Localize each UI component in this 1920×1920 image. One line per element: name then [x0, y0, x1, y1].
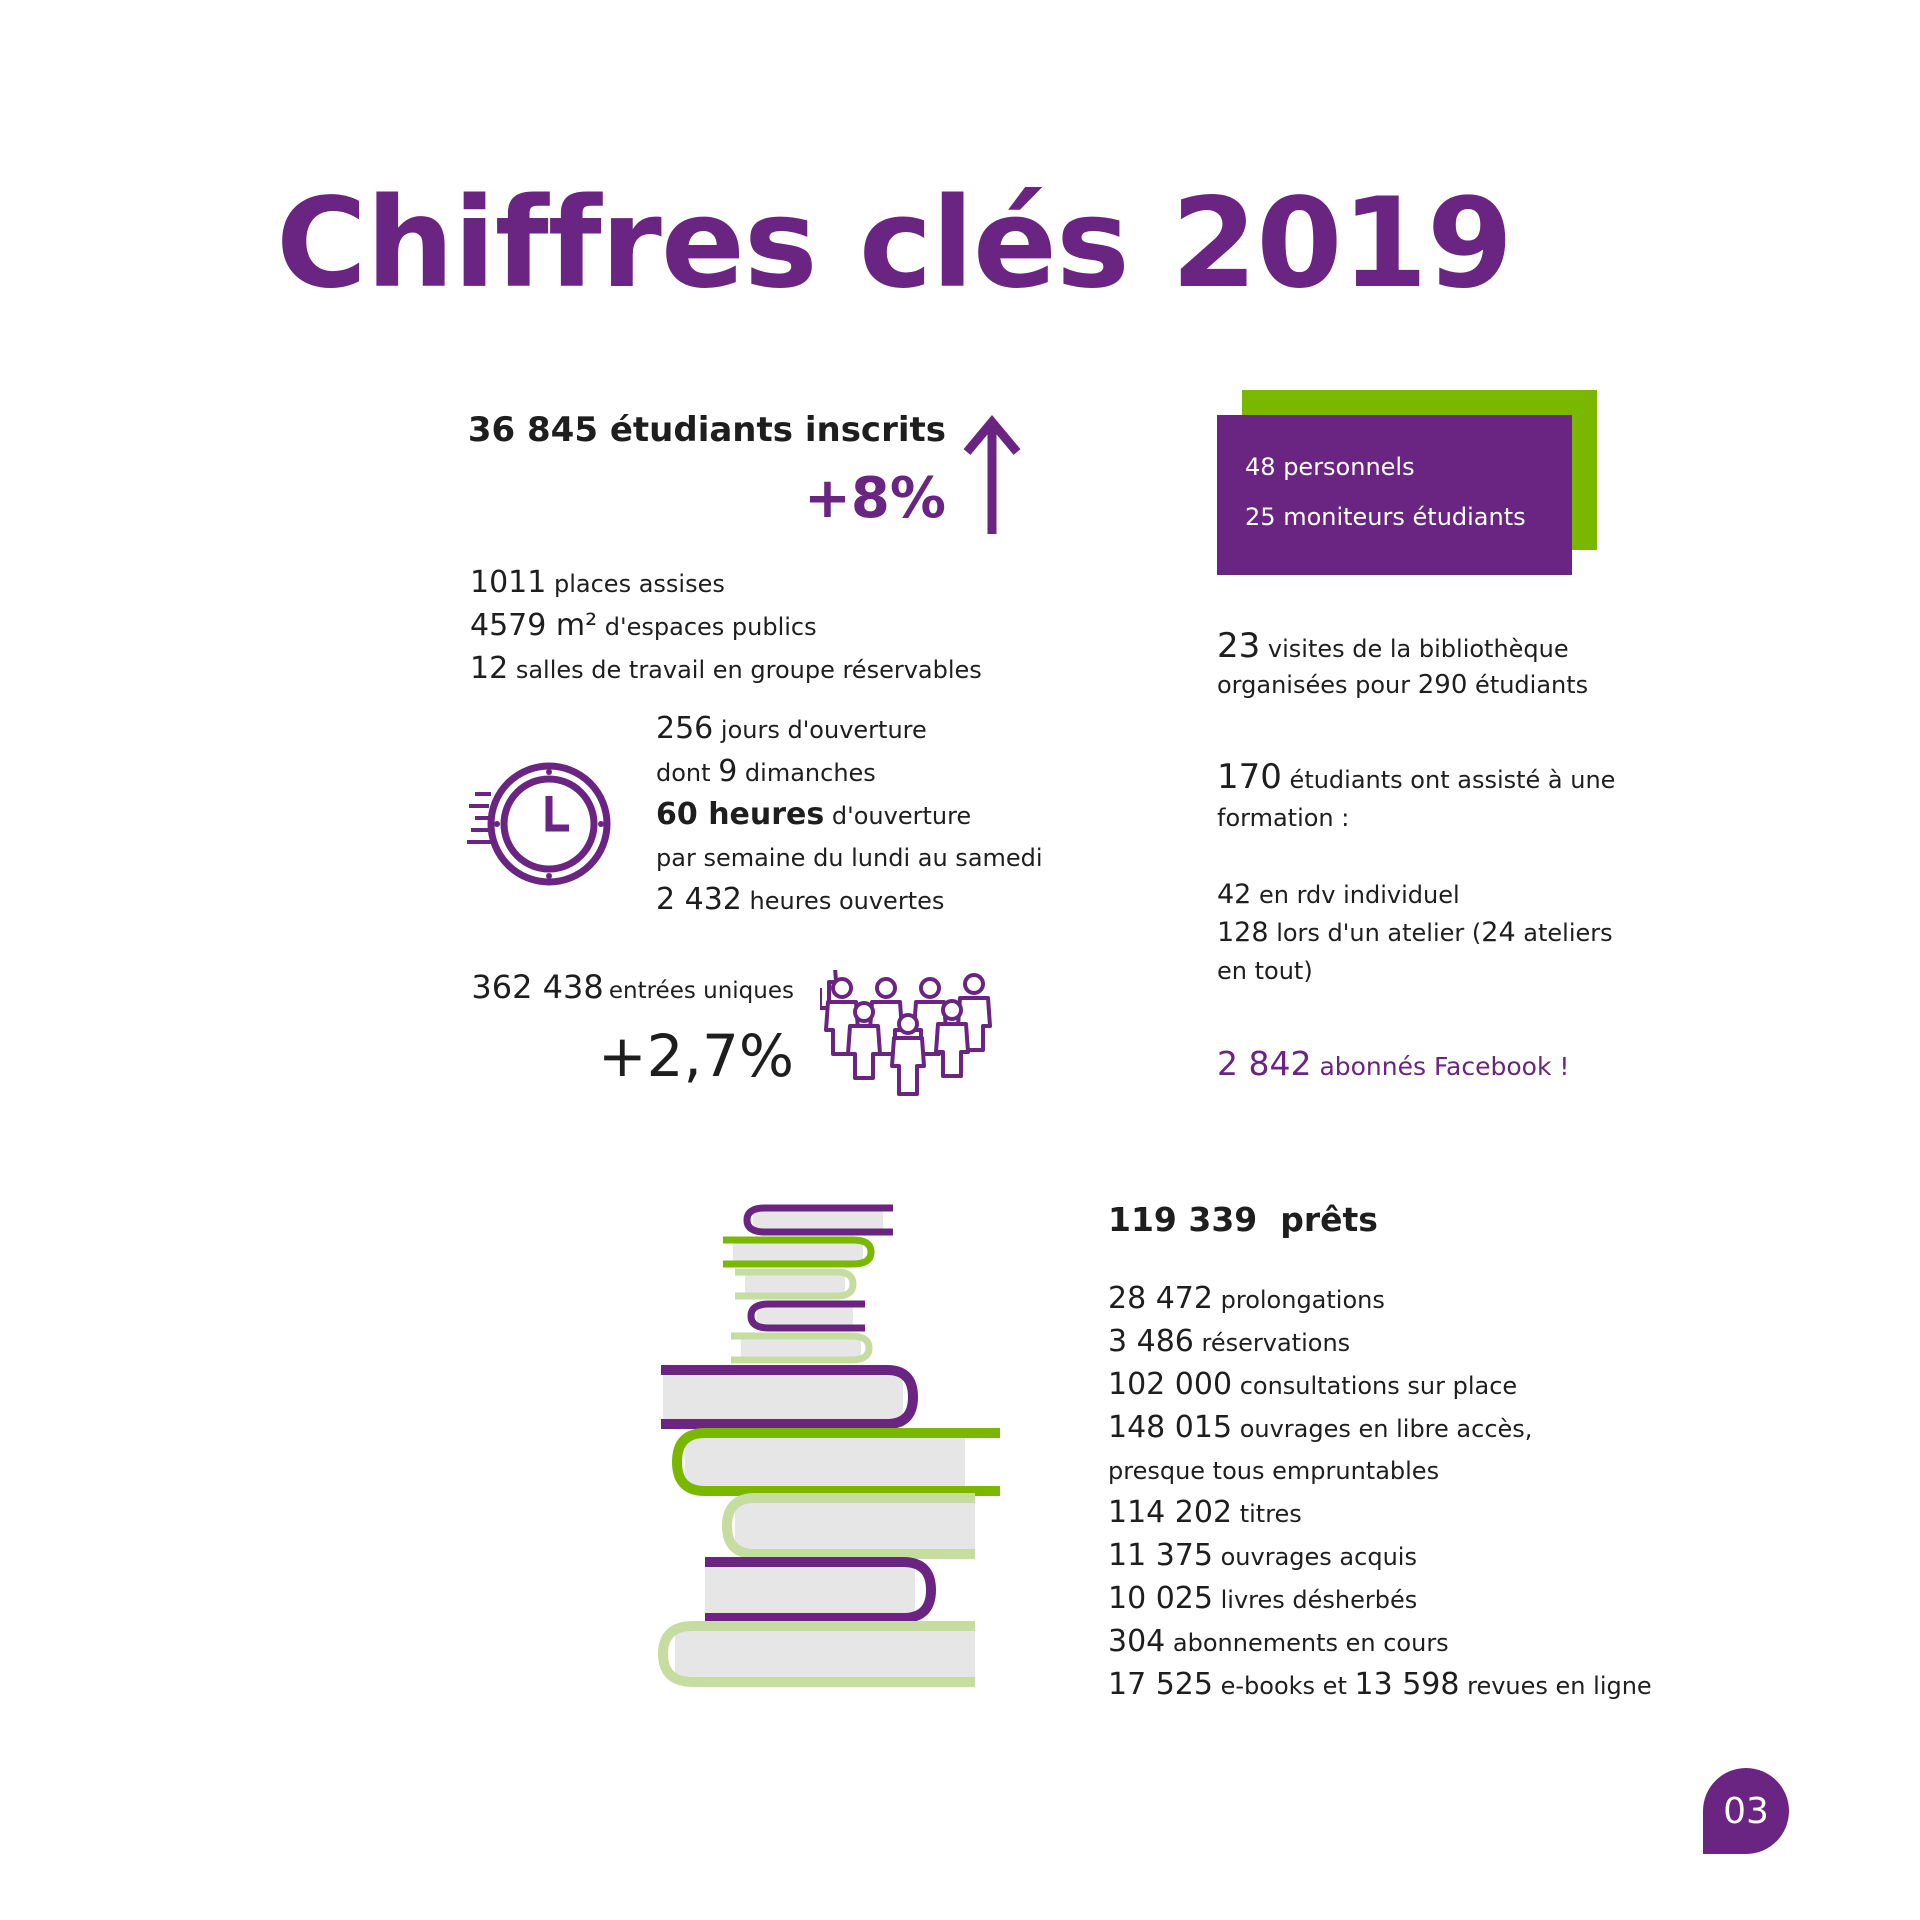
training-stat: 170 étudiants ont assisté à une formation : — [1217, 757, 1616, 832]
training-details: 42 en rdv individuel 128 lors d'un atelier (24 ateliers en tout) — [1217, 879, 1613, 985]
staff-personnel: 48 personnels — [1245, 453, 1415, 481]
collection-list — [1108, 1278, 1652, 1707]
loans-stat: 119 339 prêts — [1108, 1200, 1378, 1239]
book-stack-icon — [655, 1200, 1015, 1700]
students-change: +8% — [804, 466, 946, 531]
entries-value: 362 438 — [471, 968, 604, 1006]
list-item: 10 025 livres désherbés — [1108, 1581, 1418, 1616]
opening-total: 2 432 heures ouvertes — [656, 882, 945, 917]
list-item: 304 abonnements en cours — [1108, 1624, 1449, 1659]
spaces-rooms: 12 salles de travail en groupe réservables — [470, 651, 982, 686]
entries-stat — [471, 968, 794, 1006]
entries-label: entrées uniques — [608, 978, 794, 1004]
list-item-online: 17 525 e-books et 13 598 revues en ligne — [1108, 1667, 1652, 1702]
clock-icon — [465, 758, 625, 890]
opening-sundays: dont 9 dimanches — [656, 754, 876, 789]
students-value: 36 845 — [467, 410, 598, 450]
spaces-seats: 1011 places assises — [470, 565, 725, 600]
arrow-up-icon — [962, 412, 1022, 536]
students-stat — [468, 410, 946, 450]
list-item: 148 015 ouvrages en libre accès, — [1108, 1410, 1533, 1445]
opening-weekly-hours: 60 heures d'ouverture — [656, 797, 972, 832]
entries-change: +2,7% — [598, 1022, 794, 1090]
opening-days: 256 jours d'ouverture — [656, 711, 927, 746]
list-item: presque tous empruntables — [1108, 1457, 1440, 1485]
staff-monitors: 25 moniteurs étudiants — [1245, 503, 1526, 531]
staff-card — [1217, 415, 1572, 575]
opening-hours — [656, 708, 1043, 922]
list-item: 11 375 ouvrages acquis — [1108, 1538, 1417, 1573]
list-item: 102 000 consultations sur place — [1108, 1367, 1518, 1402]
people-group-icon — [820, 970, 1000, 1098]
page-title: Chiffres clés 2019 — [276, 172, 1513, 316]
facebook-stat: 2 842 abonnés Facebook ! — [1217, 1044, 1570, 1083]
opening-week: par semaine du lundi au samedi — [656, 844, 1043, 872]
spaces-area: 4579 m² d'espaces publics — [470, 608, 817, 643]
list-item: 114 202 titres — [1108, 1495, 1302, 1530]
list-item: 28 472 prolongations — [1108, 1281, 1385, 1316]
page-number-badge: 03 — [1703, 1768, 1789, 1854]
spaces-list — [470, 562, 982, 691]
visits-stat: 23 visites de la bibliothèque organisées pour 290 étudiants — [1217, 626, 1589, 700]
list-item: 3 486 réservations — [1108, 1324, 1351, 1359]
students-label: étudiants inscrits — [609, 410, 946, 450]
